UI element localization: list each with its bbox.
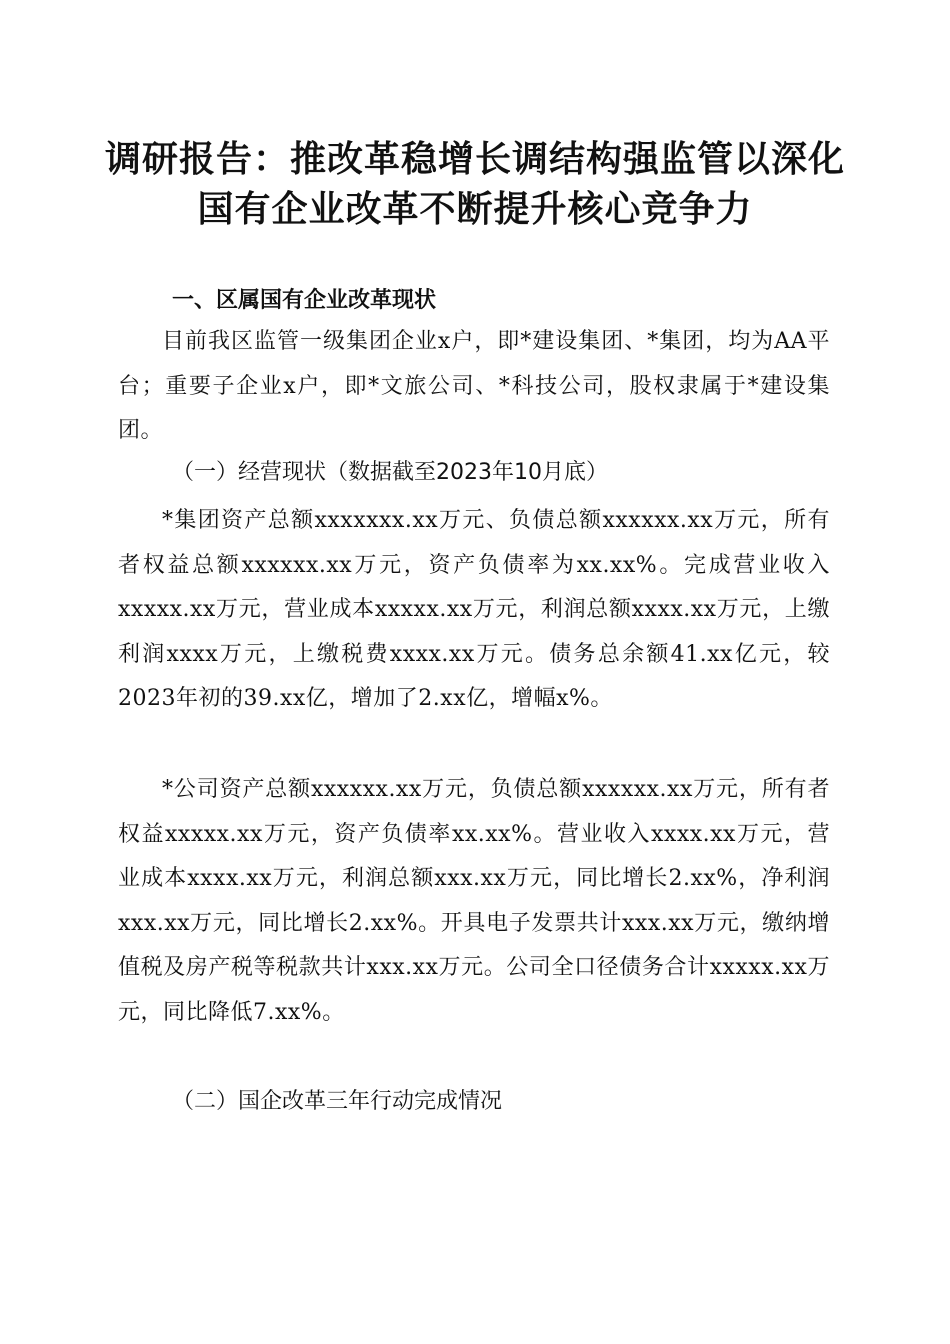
paragraph-company-finance: *公司资产总额xxxxxx.xx万元，负债总额xxxxxx.xx万元，所有者权益xxxxx.xx万元，资产负债率xx.xx%。营业收入xxxx.xx万元，营业成本xxxx.xx万元，利润总额xxx.xx万元，同比增长2.xx%，净利润xxx.xx万元，同比增长2.xx%。开具电子发票共计xxx.xx万元，缴纳增值税及房产税等税款共计xxx.xx万元。公司全口径债务合计xxxxx.xx万元，同比降低7.xx%。	[118, 777, 830, 1025]
section-heading-1: 一、区属国有企业改革现状	[172, 288, 437, 313]
paragraph-intro: 目前我区监管一级集团企业x户，即*建设集团、*集团，均为AA平台；重要子企业x户，即*文旅公司、*科技公司，股权隶属于*建设集团。	[118, 329, 830, 443]
subsection-heading-1: （一）经营现状（数据截至2023年10月底）	[172, 460, 608, 485]
paragraph-group-finance: *集团资产总额xxxxxxx.xx万元、负债总额xxxxxx.xx万元，所有者权益总额xxxxxx.xx万元，资产负债率为xx.xx%。完成营业收入xxxxx.xx万元，营业成本xxxxx.xx万元，利润总额xxxx.xx万元，上缴利润xxxx万元，上缴税费xxxx.xx万元。债务总余额41.xx亿元，较2023年初的39.xx亿，增加了2.xx亿，增幅x%。	[118, 508, 830, 711]
subsection-heading-2: （二）国企改革三年行动完成情况	[172, 1089, 503, 1114]
document-title-line-1: 调研报告：推改革稳增长调结构强监管以深化	[104, 138, 845, 180]
document-title-line-2: 国有企业改革不断提升核心竞争力	[197, 188, 753, 230]
